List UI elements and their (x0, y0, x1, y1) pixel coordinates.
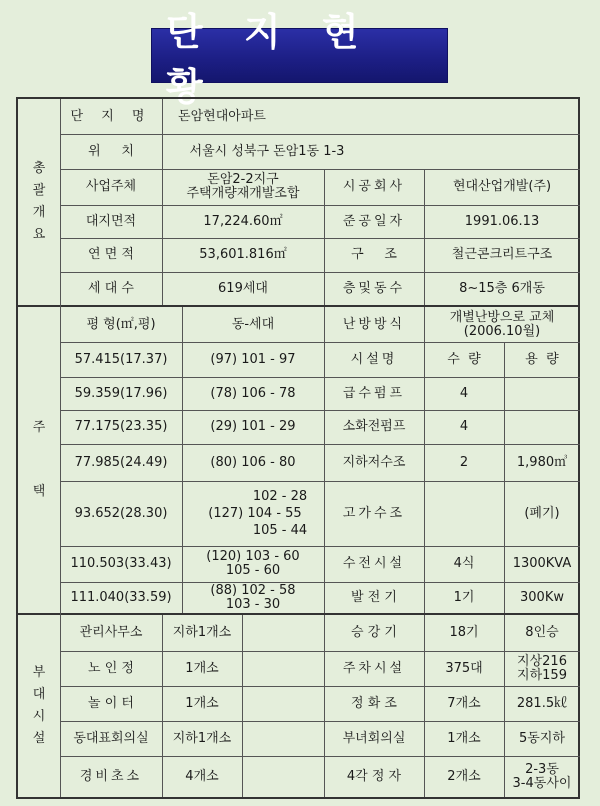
completion-label: 준공일자 (342, 213, 406, 229)
area-row-3: 77.175(23.35) (74, 419, 168, 434)
builder-label: 시공회사 (342, 179, 406, 194)
qty-header: 수 량 (447, 351, 481, 367)
facility-name-1: 급수펌프 (342, 385, 406, 401)
amenity-left-name-3: 놀 이 터 (88, 695, 134, 711)
facility-qty-4 (424, 481, 504, 546)
location-value: 서울시 성북구 돈암1동 1-3 (189, 143, 345, 159)
dong-row-4: (80) 106 - 80 (210, 454, 296, 470)
facility-use-1 (504, 377, 580, 410)
complex-name-label: 단 지 명 (70, 108, 152, 124)
amenity-right-qty-1: 18기 (449, 625, 479, 640)
amenity-left-name-4: 동대표회의실 (73, 730, 149, 746)
area-row-7: 111.040(33.59) (70, 589, 172, 605)
dong-row-2: (78) 106 - 78 (210, 385, 296, 401)
amenity-right-note-4: 5동지하 (519, 730, 565, 746)
heating-value: 개별난방으로 교체 (2006.10월) (449, 309, 555, 339)
floors-value: 8~15층 6개동 (459, 280, 545, 296)
operator-label: 사업주체 (85, 179, 137, 194)
land-area-label: 대지면적 (85, 213, 137, 229)
land-area-value: 17,224.60㎡ (203, 213, 283, 229)
households-value: 619세대 (218, 280, 268, 296)
amenity-left-name-2: 노 인 정 (88, 660, 134, 676)
dong-row-6: (120) 103 - 60 105 - 60 (206, 549, 300, 578)
floor-area-value: 53,601.816㎡ (199, 247, 287, 262)
facility-qty-6: 1기 (453, 589, 475, 605)
facility-use-3: 1,980㎥ (516, 454, 568, 470)
area-row-2: 59.359(17.96) (74, 385, 168, 401)
amenity-right-qty-4: 1개소 (447, 730, 481, 746)
completion-value: 1991.06.13 (464, 213, 540, 229)
facility-name-2: 소화전펌프 (342, 419, 406, 434)
amenity-right-name-2: 주차시설 (342, 660, 406, 676)
structure-label: 구 조 (351, 247, 397, 262)
grid-line (242, 615, 243, 797)
dong-row-5: (127) 104 - 55 (208, 506, 302, 521)
heating-label: 난방방식 (342, 316, 406, 332)
households-label: 세 대 수 (88, 280, 134, 296)
location-label: 위 치 (88, 143, 134, 159)
amenity-left-value-3: 1개소 (185, 695, 219, 711)
page-title: 단 지 현 황 (166, 9, 373, 109)
amenity-left-value-5: 4개소 (185, 768, 219, 784)
title-banner (151, 9, 448, 109)
amenity-right-note-2: 지상216 지하159 (517, 653, 567, 683)
structure-value: 철근콘크리트구조 (451, 247, 553, 262)
dong-row-1: (97) 101 - 97 (210, 351, 296, 367)
complex-name-value: 돈암현대아파트 (178, 108, 266, 124)
facility-use-6: 300Kw (520, 589, 564, 605)
amenity-left-value-2: 1개소 (185, 660, 219, 676)
facility-qty-1: 4 (459, 385, 469, 401)
facility-header: 시설명 (350, 351, 398, 367)
amenity-right-qty-5: 2개소 (447, 768, 481, 784)
use-header: 용 량 (525, 351, 559, 367)
floor-area-label: 연 면 적 (88, 247, 134, 262)
facility-name-4: 고가수조 (342, 505, 406, 521)
facility-qty-2: 4 (459, 419, 469, 434)
facility-name-3: 지하저수조 (342, 454, 406, 470)
amenity-right-name-3: 정 화 조 (351, 695, 397, 711)
amenity-right-note-5: 2-3동 3-4동사이 (512, 761, 572, 791)
amenity-right-note-3: 281.5㎘ (516, 695, 568, 711)
amenity-left-value-4: 지하1개소 (172, 730, 232, 746)
dong-header: 동-세대 (231, 316, 275, 332)
facility-qty-5: 4식 (453, 556, 475, 571)
amenity-left-value-1: 지하1개소 (172, 625, 232, 640)
dong-row-5-top: 102 - 28 (252, 489, 308, 504)
amenity-right-name-1: 승 강 기 (351, 625, 397, 640)
amenity-left-name-1: 관리사무소 (79, 625, 143, 640)
facility-name-6: 발 전 기 (351, 589, 397, 605)
amenity-right-name-4: 부녀회의실 (342, 730, 406, 746)
floors-label: 층및동수 (342, 280, 406, 296)
amenity-right-name-5: 4각 정 자 (346, 768, 402, 784)
amenity-left-name-5: 경비초소 (79, 768, 143, 784)
amenity-right-qty-3: 7개소 (447, 695, 481, 711)
area-row-6: 110.503(33.43) (70, 556, 172, 571)
facility-name-5: 수전시설 (342, 556, 406, 571)
area-row-1: 57.415(17.37) (74, 351, 168, 367)
dong-row-7: (88) 102 - 58 103 - 30 (210, 582, 296, 612)
facility-qty-3: 2 (459, 454, 469, 470)
facility-use-2 (504, 410, 580, 444)
amenity-right-note-1: 8인승 (525, 625, 559, 640)
operator-value: 돈암2-2지구 주택개량재개발조합 (186, 172, 300, 201)
section-overview: 총 괄 개 요 (32, 161, 46, 242)
area-row-4: 77.985(24.49) (74, 454, 168, 470)
area-row-5: 93.652(28.30) (74, 505, 168, 521)
dong-row-3: (29) 101 - 29 (210, 419, 296, 434)
facility-use-5: 1300KVA (512, 556, 572, 571)
section-housing: 주 택 (32, 420, 46, 499)
area-header: 평 형(㎡,평) (86, 316, 156, 332)
section-facilities: 부 대 시 설 (32, 665, 46, 746)
dong-row-5-bottom: 105 - 44 (252, 523, 308, 538)
amenity-right-qty-2: 375대 (445, 660, 483, 676)
facility-use-4: (폐기) (524, 505, 560, 521)
builder-value: 현대산업개발(주) (452, 179, 552, 194)
